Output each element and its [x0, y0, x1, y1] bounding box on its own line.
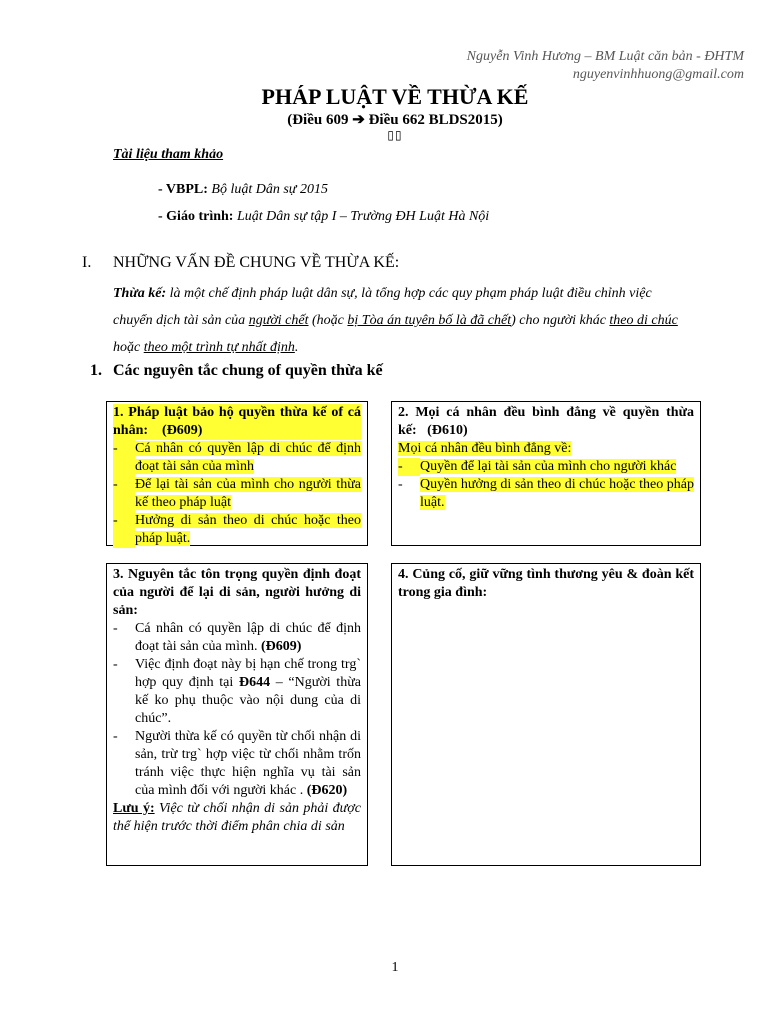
- section-number: I.: [82, 254, 92, 271]
- subtitle-to: Điều 662 BLDS2015): [368, 112, 503, 128]
- list-item: - Quyền hưởng di sản theo di chúc hoặc theo pháp luật.: [398, 477, 694, 510]
- reference-item: [158, 209, 489, 225]
- list-item: - Người thừa kế có quyền từ chối nhận di sản, trừ trg` hợp việc từ chối nhằm trốn tránh việc thực hiện nghĩa vụ tài sản của mình đối với người khác . (Đ620): [113, 729, 361, 798]
- box-title-text: 2. Mọi cá nhân đều bình đẳng về quyền thừa kế:: [398, 405, 694, 438]
- subtitle-from: (Điều 609: [287, 112, 349, 128]
- principle-box-3: [106, 563, 368, 866]
- list-item-ref: (Đ620): [306, 783, 348, 798]
- subsection-heading: [90, 362, 383, 380]
- reference-item: [158, 182, 328, 198]
- list-item: - Cá nhân có quyền lập di chúc để định đoạt tài sản của mình. (Đ609): [113, 621, 361, 654]
- definition-text: (hoặc: [308, 313, 348, 328]
- definition-text: là một chế định pháp luật dân sự, là tổng hợp các quy phạm pháp luật điều chỉnh việc chuyển dịch tài sản của: [113, 286, 652, 328]
- page-subtitle: [0, 110, 768, 129]
- list-item: - Việc định đoạt này bị hạn chế trong trg` hợp quy định tại Đ644 – “Người thừa kế ko phụ thuộc vào nội dung của di chúc”.: [113, 657, 361, 726]
- reference-label: - VBPL:: [158, 182, 208, 197]
- definition-text: hoặc: [113, 340, 144, 355]
- reference-label: - Giáo trình:: [158, 209, 234, 224]
- principle-box-1: [106, 401, 368, 546]
- reference-text: Luật Dân sự tập I – Trường ĐH Luật Hà Nội: [236, 209, 490, 224]
- header-author: Nguyễn Vinh Hương – BM Luật căn bản - ĐHTM: [466, 49, 744, 64]
- subsection-number: 1.: [90, 362, 102, 379]
- list-item-ref: (Đ609): [260, 639, 302, 654]
- box-title-text: 1. Pháp luật bảo hộ quyền thừa kế of cá nhân:: [113, 405, 361, 438]
- box-title: [398, 404, 694, 440]
- definition-text: ) cho người khác: [511, 313, 610, 328]
- note-label: Lưu ý:: [113, 801, 155, 816]
- list-item-text: Để lại tài sản của mình cho người thừa kế theo pháp luật: [135, 477, 361, 510]
- box-title-ref: (Đ610): [427, 423, 468, 438]
- references-heading: Tài liệu tham khảo: [113, 147, 224, 162]
- definition-underline: theo di chúc: [609, 313, 678, 328]
- principle-box-4: [391, 563, 701, 866]
- list-item-text: – “Người thừa kế ko phụ thuộc vào nội dung của di chúc”.: [135, 675, 361, 726]
- page-title: PHÁP LUẬT VỀ THỪA KẾ: [261, 84, 529, 109]
- principle-box-2: [391, 401, 701, 546]
- box-title-ref: (Đ609): [162, 423, 203, 438]
- definition-underline: theo một trình tự nhất định: [143, 340, 295, 355]
- list-item-text: Cá nhân có quyền lập di chúc để định đoạt tài sản của mình.: [135, 621, 361, 654]
- list-item-ref: Đ644: [238, 675, 271, 690]
- list-item: - Quyền để lại tài sản của mình cho người khác: [398, 459, 677, 474]
- list-item-text: Việc định đoạt này bị hạn chế trong trg` hợp quy định tại: [135, 657, 361, 690]
- note-text: Việc từ chối nhận di sản phải được thể hiện trước thời điểm phân chia di sản: [113, 801, 361, 834]
- box-title: 4. Củng cố, giữ vững tình thương yêu & đoàn kết trong gia đình:: [398, 567, 694, 600]
- definition-paragraph: [113, 280, 688, 361]
- list-item-text: Quyền để lại tài sản của mình cho người khác: [420, 459, 677, 474]
- reference-text: Bộ luật Dân sự 2015: [211, 182, 328, 197]
- list-item: - Cá nhân có quyền lập di chúc để định đoạt tài sản của mình: [113, 441, 361, 474]
- box-title: 3. Nguyên tắc tôn trọng quyền định đoạt của người để lại di sản, người hưởng di sản:: [113, 567, 361, 618]
- section-title: NHỮNG VẤN ĐỀ CHUNG VỀ THỪA KẾ:: [113, 254, 400, 271]
- list-item: - Để lại tài sản của mình cho người thừa kế theo pháp luật: [113, 477, 361, 510]
- definition-underline: bị Tòa án tuyên bố là đã chết: [347, 313, 512, 328]
- section-heading: [82, 254, 399, 272]
- header-email: nguyenvinhhuong@gmail.com: [572, 67, 744, 82]
- page-number: 1: [391, 960, 399, 975]
- box-note: [113, 800, 361, 836]
- box-title: [113, 404, 361, 440]
- arrow-icon: ➔: [352, 112, 365, 128]
- subsection-title: Các nguyên tắc chung of quyền thừa kế: [113, 362, 383, 379]
- list-item-text: Quyền hưởng di sản theo di chúc hoặc theo pháp luật.: [420, 477, 694, 510]
- list-item-text: Người thừa kế có quyền từ chối nhận di sản, trừ trg` hợp việc từ chối nhằm trốn tránh việc thực hiện nghĩa vụ tài sản của mình đối với người khác .: [135, 729, 361, 798]
- list-item: - Hưởng di sản theo di chúc hoặc theo pháp luật.: [113, 513, 361, 546]
- placeholder-glyph-icon: ▯▯: [387, 128, 403, 142]
- definition-term: Thừa kế:: [113, 286, 167, 301]
- box-intro: Mọi cá nhân đều bình đẳng về:: [398, 441, 572, 456]
- list-item-text: Cá nhân có quyền lập di chúc để định đoạt tài sản của mình: [135, 441, 361, 474]
- definition-underline: người chết: [248, 313, 309, 328]
- list-item-text: Hưởng di sản theo di chúc hoặc theo pháp luật.: [135, 513, 361, 546]
- definition-text: .: [294, 340, 299, 355]
